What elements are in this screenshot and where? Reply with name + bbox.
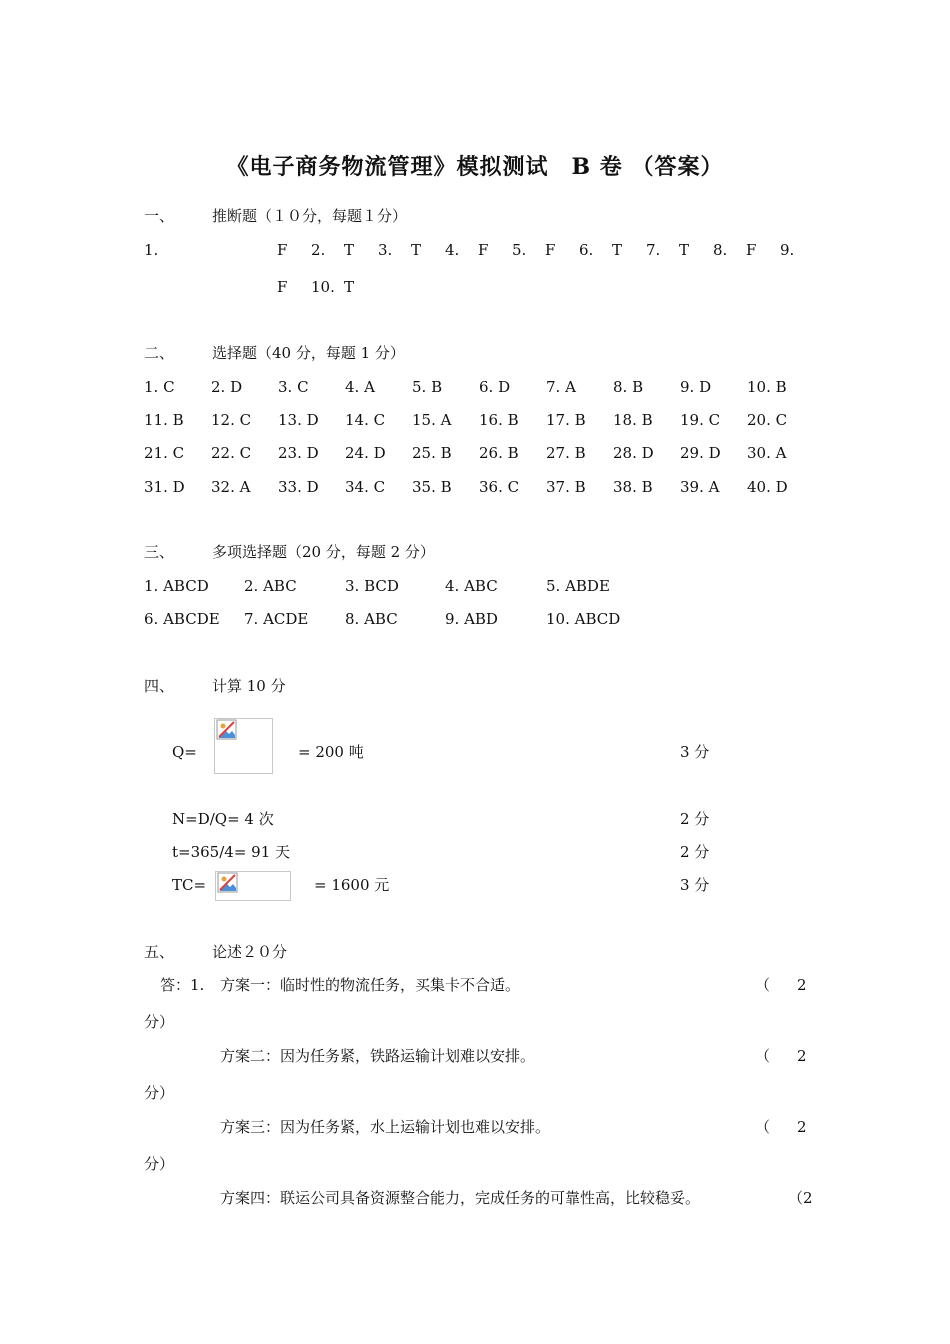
t-score: 2 分	[680, 843, 710, 861]
choice-answer: 22. C	[211, 444, 252, 462]
multi-choice-answer: 4. ABC	[445, 577, 498, 595]
essay-item-2-paren: （	[755, 1047, 771, 1065]
section-2-number: 二、	[144, 344, 175, 362]
essay-item-1-tail: 分）	[144, 1013, 175, 1031]
multi-choice-answer: 9. ABD	[445, 610, 498, 628]
judgment-token: 7.	[646, 241, 661, 259]
choice-answer: 29. D	[680, 444, 721, 462]
choice-answer: 39. A	[680, 478, 720, 496]
section-1-heading: 推断题（１０分，每题１分）	[212, 207, 408, 225]
choice-answer: 10. B	[747, 378, 787, 396]
page-title: 《电子商务物流管理》模拟测试 B 卷 （答案）	[226, 154, 724, 180]
judgment-token: 5.	[512, 241, 527, 259]
judgment-token: 8.	[713, 241, 728, 259]
broken-image-icon	[216, 719, 237, 740]
choice-answer: 33. D	[278, 478, 319, 496]
tc-formula-image	[215, 871, 291, 901]
choice-answer: 1. C	[144, 378, 175, 396]
choice-answer: 8. B	[613, 378, 644, 396]
choice-answer: 18. B	[613, 411, 653, 429]
essay-item-1-score: 2	[797, 976, 807, 994]
judgment-token: F	[545, 241, 556, 259]
essay-item-2-score: 2	[797, 1047, 807, 1065]
section-3-number: 三、	[144, 543, 175, 561]
judgment-token: 6.	[579, 241, 594, 259]
section-5-number: 五、	[144, 943, 175, 961]
multi-choice-answer: 2. ABC	[244, 577, 297, 595]
multi-choice-answer: 3. BCD	[345, 577, 399, 595]
section-4-heading: 计算 10 分	[212, 677, 286, 695]
choice-answer: 37. B	[546, 478, 586, 496]
judgment-token: 9.	[780, 241, 795, 259]
n-score: 2 分	[680, 810, 710, 828]
tc-score: 3 分	[680, 876, 710, 894]
section-2-heading: 选择题（40 分，每题 1 分）	[212, 344, 405, 362]
q-formula-image	[214, 718, 273, 774]
judgment-token: T	[344, 278, 355, 296]
judgment-token: T	[612, 241, 623, 259]
choice-answer: 36. C	[479, 478, 520, 496]
choice-answer: 35. B	[412, 478, 452, 496]
judgment-token: F	[277, 241, 288, 259]
choice-answer: 25. B	[412, 444, 452, 462]
choice-answer: 16. B	[479, 411, 519, 429]
judgment-token: 10.	[311, 278, 335, 296]
judgment-token: F	[746, 241, 757, 259]
choice-answer: 34. C	[345, 478, 386, 496]
choice-answer: 30. A	[747, 444, 787, 462]
choice-answer: 12. C	[211, 411, 252, 429]
judgment-token: F	[277, 278, 288, 296]
essay-item-2-tail: 分）	[144, 1084, 175, 1102]
section-4-number: 四、	[144, 677, 175, 695]
judgment-token: T	[411, 241, 422, 259]
choice-answer: 28. D	[613, 444, 654, 462]
judgment-lead: 1.	[144, 241, 159, 259]
multi-choice-answer: 8. ABC	[345, 610, 398, 628]
choice-answer: 11. B	[144, 411, 184, 429]
choice-answer: 24. D	[345, 444, 386, 462]
essay-item-3: 方案三：因为任务紧，水上运输计划也难以安排。	[220, 1118, 551, 1136]
choice-answer: 23. D	[278, 444, 319, 462]
t-formula: t=365/4= 91 天	[172, 843, 291, 861]
q-score: 3 分	[680, 743, 710, 761]
choice-answer: 32. A	[211, 478, 251, 496]
choice-answer: 14. C	[345, 411, 386, 429]
choice-answer: 9. D	[680, 378, 712, 396]
choice-answer: 6. D	[479, 378, 511, 396]
choice-answer: 7. A	[546, 378, 576, 396]
multi-choice-answer: 6. ABCDE	[144, 610, 220, 628]
essay-item-1: 方案一：临时性的物流任务，买集卡不合适。	[220, 976, 521, 994]
essay-item-3-paren: （	[755, 1118, 771, 1136]
essay-item-2: 方案二：因为任务紧，铁路运输计划难以安排。	[220, 1047, 536, 1065]
choice-answer: 40. D	[747, 478, 788, 496]
choice-answer: 4. A	[345, 378, 375, 396]
essay-item-3-tail: 分）	[144, 1155, 175, 1173]
judgment-token: 2.	[311, 241, 326, 259]
essay-item-3-score: 2	[797, 1118, 807, 1136]
judgment-token: T	[679, 241, 690, 259]
multi-choice-answer: 7. ACDE	[244, 610, 309, 628]
essay-item-1-paren: （	[755, 976, 771, 994]
q-result: = 200 吨	[298, 743, 364, 761]
choice-answer: 20. C	[747, 411, 788, 429]
n-formula: N=D/Q= 4 次	[172, 810, 274, 828]
choice-answer: 17. B	[546, 411, 586, 429]
choice-answer: 38. B	[613, 478, 653, 496]
multi-choice-answer: 5. ABDE	[546, 577, 610, 595]
judgment-token: 3.	[378, 241, 393, 259]
choice-answer: 3. C	[278, 378, 309, 396]
choice-answer: 2. D	[211, 378, 243, 396]
choice-answer: 15. A	[412, 411, 452, 429]
choice-answer: 27. B	[546, 444, 586, 462]
tc-label: TC=	[172, 876, 207, 894]
choice-answer: 31. D	[144, 478, 185, 496]
q-label: Q=	[172, 743, 197, 761]
essay-item-4-end: （2	[788, 1189, 813, 1207]
section-1-number: 一、	[144, 207, 175, 225]
answer-prefix: 答：1.	[160, 976, 205, 994]
tc-result: = 1600 元	[314, 876, 390, 894]
choice-answer: 13. D	[278, 411, 319, 429]
choice-answer: 26. B	[479, 444, 519, 462]
judgment-token: 4.	[445, 241, 460, 259]
broken-image-icon	[217, 872, 238, 893]
choice-answer: 19. C	[680, 411, 721, 429]
judgment-token: T	[344, 241, 355, 259]
choice-answer: 21. C	[144, 444, 185, 462]
multi-choice-answer: 1. ABCD	[144, 577, 209, 595]
section-5-heading: 论述２０分	[212, 943, 288, 961]
judgment-token: F	[478, 241, 489, 259]
essay-item-4: 方案四：联运公司具备资源整合能力，完成任务的可靠性高，比较稳妥。	[220, 1189, 701, 1207]
multi-choice-answer: 10. ABCD	[546, 610, 621, 628]
choice-answer: 5. B	[412, 378, 443, 396]
section-3-heading: 多项选择题（20 分，每题 2 分）	[212, 543, 435, 561]
